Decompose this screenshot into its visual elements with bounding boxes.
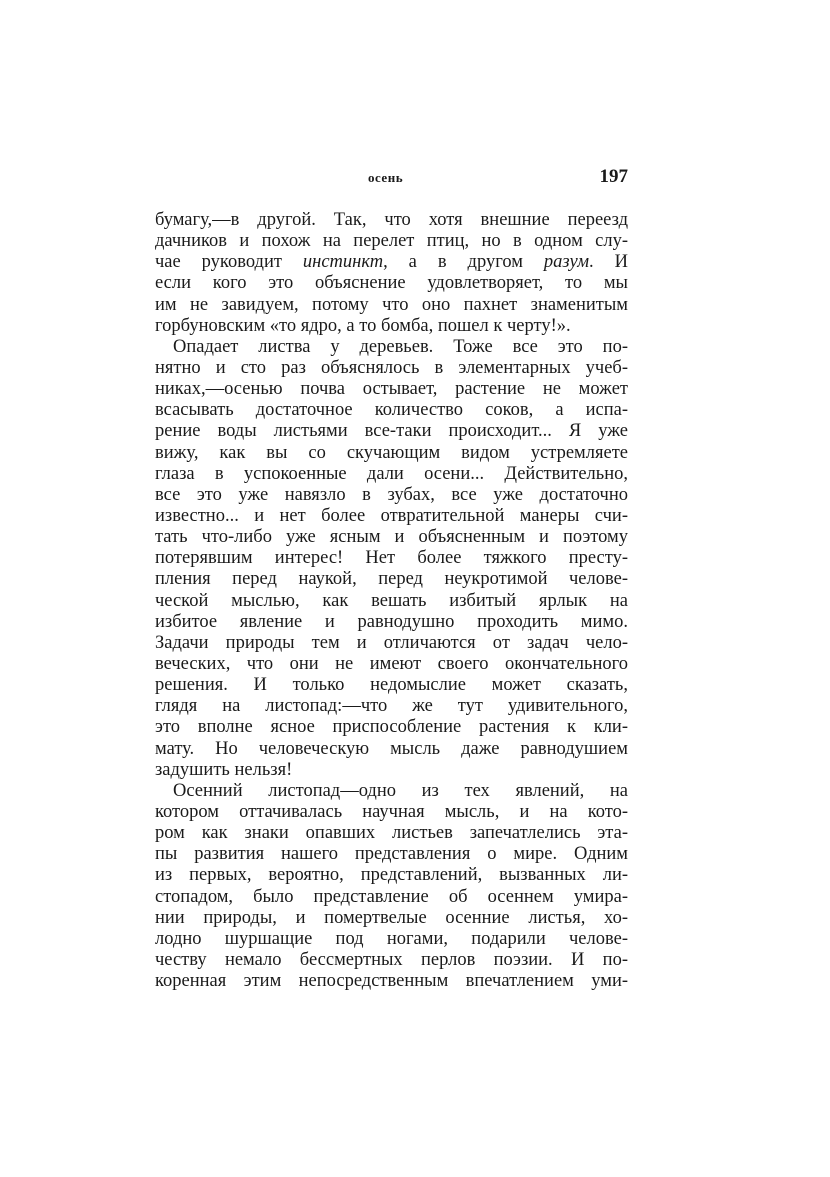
text-line: избитое явление и равнодушно проходить мимо.: [155, 611, 628, 632]
text-line: нятно и сто раз объяснялось в элементарных учеб-: [155, 357, 628, 378]
text-line: вижу, как вы со скучающим видом устремляете: [155, 442, 628, 463]
text-line: глядя на листопад:—что же тут удивительного,: [155, 696, 628, 717]
text-line: если кого это объяснение удовлетворяет, то мы: [155, 273, 628, 294]
text-line: Опадает листва у деревьев. Тоже все это по-: [173, 336, 628, 357]
text-line: пления перед наукой, перед неукротимой челове-: [155, 569, 628, 590]
paragraph-2: [155, 337, 628, 781]
text-line: [155, 252, 628, 273]
running-title: осень: [368, 170, 404, 185]
text-run: чае руководит: [155, 252, 303, 273]
text-line: никах,—осенью почва остывает, растение не может: [155, 379, 628, 400]
text-line: все это уже навязло в зубах, все уже достаточно: [155, 484, 628, 505]
text-run: . И: [589, 252, 628, 273]
body-text: [155, 210, 628, 992]
text-line: ром как знаки опавших листьев запечатлелись эта-: [155, 823, 628, 844]
text-line: мату. Но человеческую мысль даже равнодушием: [155, 738, 628, 759]
italic-term-reason: разум: [543, 252, 590, 273]
paragraph-1: [155, 210, 628, 337]
text-line: известно... и нет более отвратительной манеры счи-: [155, 505, 628, 526]
text-line: из первых, вероятно, представлений, вызванных ли-: [155, 865, 628, 886]
text-line: веческих, что они не имеют своего окончательного: [155, 653, 628, 674]
text-line: всасывать достаточное количество соков, а испа-: [155, 400, 628, 421]
text-line: потерявшим интерес! Нет более тяжкого престу-: [155, 548, 628, 569]
text-line: котором оттачивалась научная мысль, и на кото-: [155, 801, 628, 822]
text-run: , а в другом: [383, 252, 544, 273]
text-line: это вполне ясное приспособление растения к кли-: [155, 717, 628, 738]
paragraph-3: [155, 781, 628, 992]
text-line: бумагу,—в другой. Так, что хотя внешние переезд: [155, 210, 628, 230]
text-line: Задачи природы тем и отличаются от задач чело-: [155, 632, 628, 653]
italic-term-instinct: инстинкт: [302, 252, 384, 273]
text-line: ческой мыслью, как вешать избитый ярлык на: [155, 590, 628, 611]
text-line: коренная этим непосредственным впечатлением уми-: [155, 971, 628, 992]
text-line: глаза в успокоенные дали осени... Действительно,: [155, 463, 628, 484]
text-line: рение воды листьями все-таки происходит... Я уже: [155, 421, 628, 442]
text-line: им не завидуем, потому что оно пахнет знаменитым: [155, 294, 628, 315]
text-line: Осенний листопад—одно из тех явлений, на: [173, 780, 628, 801]
text-line: стопадом, было представление об осеннем умира-: [155, 886, 628, 907]
text-line: решения. И только недомыслие может сказать,: [155, 675, 628, 696]
text-line: задушить нельзя!: [155, 759, 293, 780]
text-line: честву немало бессмертных перлов поэзии. И по-: [155, 949, 628, 970]
text-line: лодно шуршащие под ногами, подарили челове-: [155, 928, 628, 949]
text-line: пы развития нашего представления о мире. Одним: [155, 844, 628, 865]
text-line: дачников и похож на перелет птиц, но в одном слу-: [155, 231, 628, 252]
text-line: нии природы, и помертвелые осенние листья, хо-: [155, 907, 628, 928]
running-head: [155, 166, 628, 192]
page-number: 197: [599, 166, 628, 187]
text-line: тать что-либо уже ясным и объясненным и поэтому: [155, 527, 628, 548]
text-line: горбуновским «то ядро, а то бомба, пошел к черту!».: [155, 315, 571, 336]
